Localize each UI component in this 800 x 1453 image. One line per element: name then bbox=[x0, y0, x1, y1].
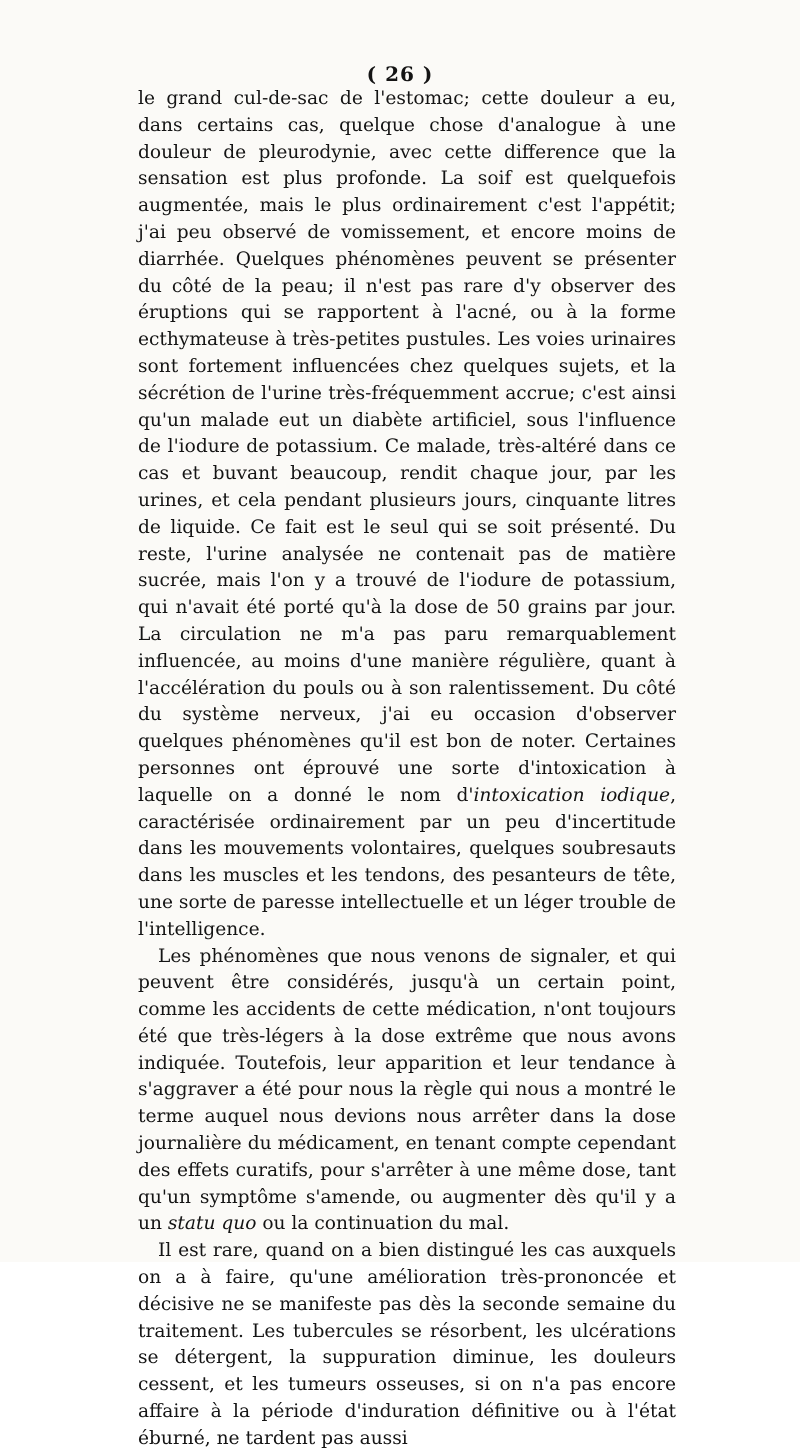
paragraph-1-italic: intoxication iodique bbox=[473, 784, 671, 806]
paragraph-2-text: Les phénomènes que nous venons de signaler, et qui peuvent être considérés, jusqu'à un certain point, comme les accidents de cette médication, n'ont toujours été que très-légers à la dose extrême que nous avons indiquée. Toutefois, leur apparition et leur tendance à s'aggraver a été pour nous la règle qui nous a montré le terme auquel nous devions nous arrêter dans la dose journalière du médicament, en tenant compte cependant des effets curatifs, pour s'arrêter à une même dose, tant qu'un symptôme s'amende, ou augmenter dès qu'il y a un bbox=[138, 945, 676, 1235]
paragraph-2 bbox=[138, 944, 676, 1239]
body-text bbox=[138, 86, 676, 1453]
page-number: ( 26 ) bbox=[366, 62, 434, 86]
paragraph-2-text-after: ou la continuation du mal. bbox=[256, 1213, 510, 1235]
paragraph-3-text: Il est rare, quand on a bien distingué les cas auxquels on a à faire, qu'une amélioration très-prononcée et décisive ne se manifeste pas dès la seconde semaine du traitement. Les tubercules se résorbent, les ulcérations se détergent, la suppuration diminue, les douleurs cessent, et les tumeurs osseuses, si on n'a pas encore affaire à la période d'induration définitive ou à l'état éburné, ne tardent pas aussi bbox=[138, 1240, 676, 1449]
paragraph-1-text: le grand cul-de-sac de l'estomac; cette douleur a eu, dans certains cas, quelque chose d'analogue à une douleur de pleurodynie, avec cette difference que la sensation est plus profonde. La soif est quelquefois augmentée, mais le plus ordinairement c'est l'appétit; j'ai peu observé de vomissement, et encore moins de diarrhée. Quelques phénomènes peuvent se présenter du côté de la peau; il n'est pas rare d'y observer des éruptions qui se rapportent à l'acné, ou à la forme ecthymateuse à très-petites pustules. Les voies urinaires sont fortement influencées chez quelques sujets, et la sécrétion de l'urine très-fréquemment accrue; c'est ainsi qu'un malade eut un diabète artificiel, sous l'influence de l'iodure de potassium. Ce malade, très-altéré dans ce cas et buvant beaucoup, rendit chaque jour, par les urines, et cela pendant plusieurs jours, cinquante litres de liquide. Ce fait est le seul qui se soit présenté. Du reste, l'urine analysée ne contenait pas de matière sucrée, mais l'on y a trouvé de l'iodure de potassium, qui n'avait été porté qu'à la dose de 50 grains par jour. La circulation ne m'a pas paru remarquablement influencée, au moins d'une manière régulière, quant à l'accélération du pouls ou à son ralentissement. Du côté du système nerveux, j'ai eu occasion d'observer quelques phénomènes qu'il est bon de noter. Certaines personnes ont éprouvé une sorte d'intoxication à laquelle on a donné le nom d' bbox=[138, 88, 676, 806]
paragraph-1 bbox=[138, 86, 676, 944]
paragraph-3 bbox=[138, 1238, 676, 1452]
paragraph-1-text-after: , caractérisée ordinairement par un peu d'incertitude dans les mouvements volontaires, quelques soubresauts dans les muscles et les tendons, des pesanteurs de tête, une sorte de paresse intellectuelle et un léger trouble de l'intelligence. bbox=[138, 784, 676, 940]
paragraph-2-italic: statu quo bbox=[167, 1213, 257, 1235]
